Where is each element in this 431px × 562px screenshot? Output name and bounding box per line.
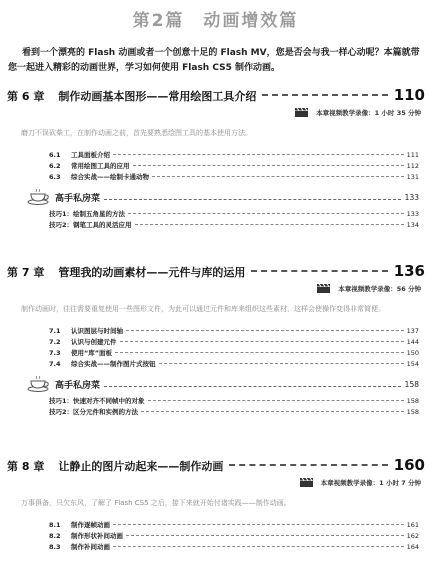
video-clapper-icon [300, 478, 313, 487]
section-number: 6.1 [49, 151, 61, 159]
chapter-title: 让静止的图片动起来——制作动画 [58, 460, 224, 473]
leader-line [104, 199, 401, 200]
chapter-7 [7, 262, 425, 418]
tip-page: 133 [406, 210, 419, 218]
tip-page: 158 [406, 397, 419, 405]
section-number: 7.4 [49, 360, 61, 368]
toc-item[interactable] [49, 326, 419, 337]
section-list [49, 520, 419, 553]
tip-item[interactable] [49, 209, 419, 220]
section-label: 制作补间动画 [71, 543, 110, 551]
leader-line [128, 213, 404, 214]
section-number: 8.1 [49, 521, 61, 529]
chapter-title: 制作动画基本图形——常用绘图工具介绍 [58, 90, 257, 103]
leader-line [113, 154, 404, 155]
section-label: 认识与创建元件 [71, 338, 117, 346]
leader-line [115, 352, 404, 353]
section-number: 8.2 [49, 532, 61, 540]
tip-label: 技巧1：绘制五角星的方法 [49, 210, 126, 218]
teacup-icon [27, 376, 51, 392]
toc-item[interactable] [49, 520, 419, 531]
section-label: 工具面板介绍 [71, 151, 110, 159]
tips-section [27, 189, 419, 231]
leader-line [135, 224, 404, 225]
chapter-page: 160 [393, 456, 425, 474]
section-label: 认识图层与时间轴 [71, 327, 123, 335]
tip-label: 技巧2：钢笔工具的灵活应用 [49, 221, 132, 229]
tips-title: 高手私房菜 [55, 193, 101, 204]
tip-page: 158 [406, 408, 419, 416]
chapter-6 [7, 86, 425, 231]
leader-line [229, 464, 387, 466]
section-page: 137 [406, 327, 419, 335]
section-page: 164 [406, 543, 419, 551]
video-duration: 本章视频教学录像：1 小时 35 分钟 [316, 109, 421, 117]
toc-item[interactable] [49, 161, 419, 172]
tips-page: 133 [404, 192, 419, 202]
leader-line [141, 411, 404, 412]
toc-item[interactable] [49, 531, 419, 542]
tip-label: 技巧1：快速对齐不同帧中的对象 [49, 397, 145, 405]
tips-page: 158 [404, 379, 419, 389]
section-page: 162 [406, 532, 419, 540]
section-page: 161 [406, 521, 419, 529]
toc-item[interactable] [49, 337, 419, 348]
section-label: 综合实战——制作图片式按钮 [71, 360, 156, 368]
part-title: 第2篇 动画增效篇 [132, 11, 299, 31]
tips-heading[interactable] [27, 376, 419, 392]
video-info [7, 284, 425, 293]
tip-item[interactable] [49, 396, 419, 407]
tips-list [49, 396, 419, 418]
toc-item[interactable] [49, 172, 419, 183]
chapter-page: 136 [393, 262, 425, 280]
section-label: 制作形状补间动画 [71, 532, 123, 540]
leader-line [148, 400, 404, 401]
tips-section [27, 376, 419, 418]
chapter-number: 第 7 章 [7, 266, 45, 279]
video-clapper-icon [295, 108, 308, 117]
tips-title: 高手私房菜 [55, 380, 101, 391]
video-duration: 本章视频教学录像：1 小时 7 分钟 [320, 479, 421, 487]
chapter-description: 万事俱备，只欠东风，了解了 Flash CS5 之后，接下来就开始付诸实践——制作动画。 [21, 499, 291, 507]
chapter-number: 第 8 章 [7, 460, 45, 473]
video-clapper-icon [317, 284, 330, 293]
section-number: 7.3 [49, 349, 61, 357]
chapter-description: 磨刀不误砍柴工，在制作动画之前，首先要熟悉绘图工具的基本使用方法。 [21, 129, 252, 137]
section-page: 154 [406, 360, 419, 368]
video-duration: 本章视频教学录像：56 分钟 [338, 285, 421, 293]
toc-item[interactable] [49, 359, 419, 370]
video-info [7, 478, 425, 487]
toc-item[interactable] [49, 348, 419, 359]
section-number: 7.1 [49, 327, 61, 335]
leader-line [113, 524, 404, 525]
leader-line [126, 330, 404, 331]
leader-line [133, 165, 404, 166]
leader-line [126, 535, 404, 536]
leader-line [152, 176, 404, 177]
chapter-number: 第 6 章 [7, 90, 45, 103]
chapter-heading[interactable] [7, 456, 425, 474]
tip-item[interactable] [49, 407, 419, 418]
section-number: 6.2 [49, 162, 61, 170]
section-list [49, 326, 419, 370]
section-label: 常用绘图工具的应用 [71, 162, 130, 170]
part-intro: 看到一个漂亮的 Flash 动画或者一个创意十足的 Flash MV，您是否会与我一样心动呢？本篇就带您一起进入精彩的动画世界，学习如何使用 Flash CS5 制作动画。 [8, 48, 420, 73]
section-page: 111 [406, 151, 419, 159]
chapter-8 [7, 456, 425, 553]
section-page: 131 [406, 173, 419, 181]
section-label: 制作逐帧动画 [71, 521, 110, 529]
teacup-icon [27, 189, 51, 205]
chapter-page: 110 [393, 86, 425, 104]
section-list [49, 150, 419, 183]
tip-label: 技巧2：区分元件和实例的方法 [49, 408, 139, 416]
chapter-heading[interactable] [7, 86, 425, 104]
section-page: 150 [406, 349, 419, 357]
toc-item[interactable] [49, 150, 419, 161]
leader-line [120, 341, 404, 342]
leader-line [113, 546, 404, 547]
chapter-title: 管理我的动画素材——元件与库的运用 [58, 266, 246, 279]
toc-item[interactable] [49, 542, 419, 553]
section-number: 7.2 [49, 338, 61, 346]
leader-line [104, 386, 401, 387]
section-label: 使用“库”面板 [71, 349, 113, 357]
leader-line [251, 270, 387, 272]
tip-item[interactable] [49, 220, 419, 231]
section-number: 6.3 [49, 173, 61, 181]
section-page: 112 [406, 162, 419, 170]
tips-list [49, 209, 419, 231]
section-page: 144 [406, 338, 419, 346]
chapter-heading[interactable] [7, 262, 425, 280]
leader-line [159, 363, 404, 364]
tips-heading[interactable] [27, 189, 419, 205]
section-label: 综合实战——绘制卡通动物 [71, 173, 149, 181]
leader-line [262, 94, 387, 96]
chapter-description: 制作动画时，往往需要重复使用一些图形文件，为此可以通过元件和库来组织这些素材，这样会使操作变得非常简便。 [21, 305, 385, 313]
video-info [7, 108, 425, 117]
tip-page: 134 [406, 221, 419, 229]
section-number: 8.3 [49, 543, 61, 551]
